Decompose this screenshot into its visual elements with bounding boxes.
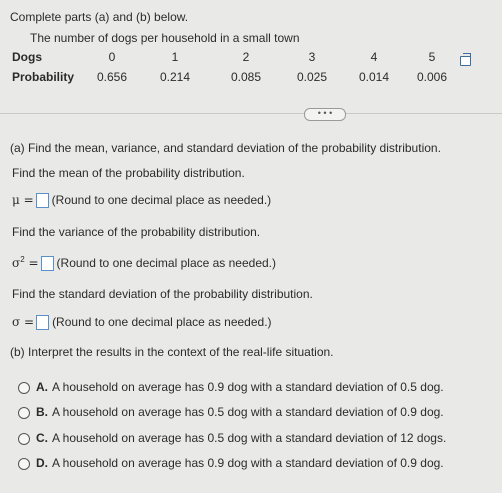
option-letter: D. bbox=[36, 456, 48, 470]
mean-symbol: μ = bbox=[12, 193, 34, 207]
probability-cell: 0.006 bbox=[416, 70, 448, 84]
option-c[interactable] bbox=[18, 431, 446, 445]
sd-symbol: σ = bbox=[12, 315, 35, 329]
dogs-cell: 0 bbox=[108, 50, 116, 64]
sd-input[interactable] bbox=[36, 315, 49, 330]
option-letter: C. bbox=[36, 431, 48, 445]
mean-prompt: Find the mean of the probability distribution. bbox=[12, 166, 245, 180]
mean-hint: (Round to one decimal place as needed.) bbox=[51, 193, 272, 207]
option-d[interactable] bbox=[18, 456, 444, 470]
copy-data-icon[interactable] bbox=[460, 56, 471, 66]
dogs-cell: 4 bbox=[370, 50, 378, 64]
option-b[interactable] bbox=[18, 405, 444, 419]
radio-button[interactable] bbox=[18, 458, 30, 470]
expand-more-button[interactable]: • • • bbox=[304, 108, 346, 121]
option-text: A household on average has 0.9 dog with a standard deviation of 0.5 dog. bbox=[52, 380, 444, 394]
table-caption: The number of dogs per household in a small town bbox=[30, 31, 300, 45]
option-text: A household on average has 0.5 dog with a standard deviation of 12 dogs. bbox=[52, 431, 447, 445]
instructions: Complete parts (a) and (b) below. bbox=[10, 10, 189, 24]
probability-cell: 0.025 bbox=[296, 70, 328, 84]
radio-button[interactable] bbox=[18, 382, 30, 394]
probability-cell: 0.656 bbox=[96, 70, 128, 84]
option-text: A household on average has 0.9 dog with a standard deviation of 0.9 dog. bbox=[52, 456, 444, 470]
mean-input[interactable] bbox=[36, 193, 49, 208]
probability-row-label: Probability bbox=[12, 70, 75, 84]
probability-cell: 0.014 bbox=[358, 70, 390, 84]
option-text: A household on average has 0.5 dog with a standard deviation of 0.9 dog. bbox=[52, 405, 444, 419]
radio-button[interactable] bbox=[18, 433, 30, 445]
variance-equals: = bbox=[24, 256, 39, 270]
sd-answer-row bbox=[12, 315, 272, 330]
variance-symbol: σ bbox=[12, 256, 21, 270]
dogs-row-label: Dogs bbox=[12, 50, 42, 64]
dogs-cell: 3 bbox=[308, 50, 316, 64]
probability-cell: 0.214 bbox=[159, 70, 191, 84]
option-letter: A. bbox=[36, 380, 48, 394]
mean-answer-row bbox=[12, 193, 271, 208]
dogs-cell: 1 bbox=[171, 50, 179, 64]
radio-button[interactable] bbox=[18, 407, 30, 419]
variance-exponent: 2 bbox=[20, 255, 25, 264]
dogs-cell: 5 bbox=[428, 50, 436, 64]
dogs-cell: 2 bbox=[242, 50, 250, 64]
variance-prompt: Find the variance of the probability distribution. bbox=[12, 225, 261, 239]
variance-hint: (Round to one decimal place as needed.) bbox=[56, 256, 277, 270]
option-a[interactable] bbox=[18, 380, 444, 394]
variance-answer-row bbox=[12, 255, 276, 271]
option-letter: B. bbox=[36, 405, 48, 419]
section-divider bbox=[0, 113, 502, 114]
sd-prompt: Find the standard deviation of the probability distribution. bbox=[12, 287, 313, 301]
probability-cell: 0.085 bbox=[230, 70, 262, 84]
part-b-question: (b) Interpret the results in the context of the real-life situation. bbox=[10, 345, 334, 359]
variance-input[interactable] bbox=[41, 256, 54, 271]
sd-hint: (Round to one decimal place as needed.) bbox=[52, 315, 272, 329]
part-a-question: (a) Find the mean, variance, and standard deviation of the probability distribution. bbox=[10, 141, 441, 155]
